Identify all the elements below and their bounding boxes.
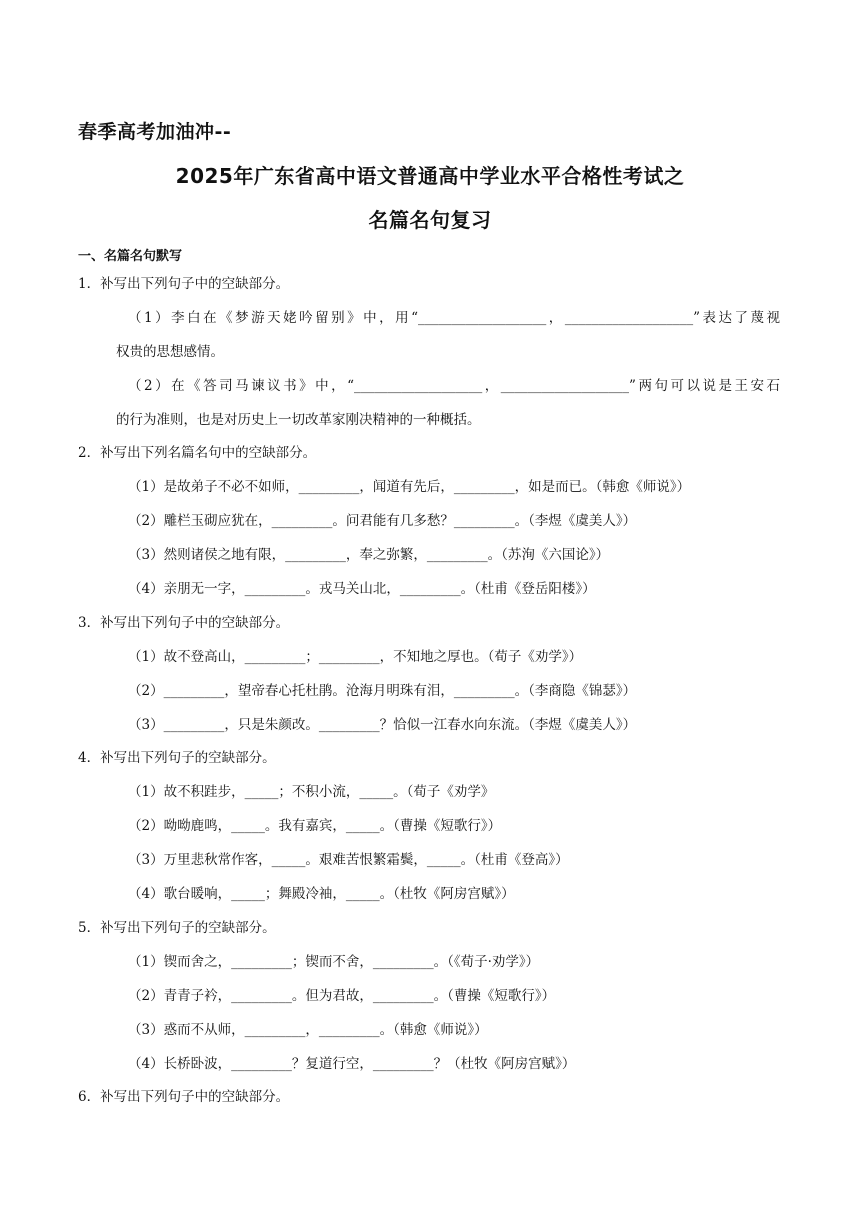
question-2-item-1: （1）是故弟子不必不如师，_________，闻道有先后，_________，如是而已。（韩愈《师说》） (128, 479, 691, 495)
question-2-item-3: （3）然则诸侯之地有限，_________，奉之弥繁，_________。（苏洵《六国论》） (128, 547, 610, 563)
question-4-item-2: （2）呦呦鹿鸣，_____。我有嘉宾，_____。（曹操《短歌行》） (128, 818, 502, 834)
section-heading: 一、名篇名句默写 (78, 249, 183, 264)
question-1-item-2: （2）在《答司马谏议书》中，“___________________，___________________”两句可以说是王安石 (128, 378, 780, 394)
question-5-item-2: （2）青青子衿，_________。但为君故，_________。（曹操《短歌行》） (128, 988, 556, 1004)
question-1-item-1: （1）李白在《梦游天姥吟留别》中，用“___________________，___________________”表达了蔑视 (128, 310, 780, 326)
question-5-item-4: （4）长桥卧波，_________？复道行空，_________？（杜牧《阿房宫赋》） (128, 1056, 576, 1072)
question-stem-5: 5．补写出下列句子的空缺部分。 (78, 920, 276, 936)
question-3-item-1: （1）故不登高山，_________；_________，不知地之厚也。（荀子《劝学》） (128, 649, 583, 665)
question-4-item-3: （3）万里悲秋常作客，_____。艰难苦恨繁霜鬓，_____。（杜甫《登高》） (128, 852, 569, 868)
question-stem-6: 6．补写出下列句子中的空缺部分。 (78, 1089, 290, 1105)
question-4-item-4: （4）歌台暖响，_____；舞殿冷袖，_____。（杜牧《阿房宫赋》） (128, 886, 515, 902)
document-title-line1: 2025年广东省高中语文普通高中学业水平合格性考试之 (175, 164, 685, 188)
question-4-item-1: （1）故不积跬步，_____；不积小流，_____。（荀子《劝学》 (128, 784, 495, 800)
question-2-item-2: （2）雕栏玉砌应犹在，_________。问君能有几多愁？_________。（李煜《虞美人》） (128, 513, 637, 529)
question-stem-3: 3．补写出下列句子中的空缺部分。 (78, 615, 290, 631)
question-1-item-1-cont: 权贵的思想感情。 (116, 344, 224, 360)
banner-heading: 春季高考加油冲-- (78, 121, 232, 143)
question-5-item-3: （3）惑而不从师，_________，_________。（韩愈《师说》） (128, 1022, 488, 1038)
question-1-item-2-cont: 的行为准则，也是对历史上一切改革家刚决精神的一种概括。 (116, 412, 481, 428)
question-stem-2: 2．补写出下列名篇名句中的空缺部分。 (78, 445, 317, 461)
question-3-item-3: （3）_________，只是朱颜改。_________？恰似一江春水向东流。（李煜《虞美人》） (128, 717, 637, 733)
question-3-item-2: （2）_________，望帝春心托杜鹃。沧海月明珠有泪，_________。（李商隐《锦瑟》） (128, 683, 637, 699)
question-stem-4: 4．补写出下列句子的空缺部分。 (78, 750, 276, 766)
question-2-item-4: （4）亲朋无一字，_________。戎马关山北，_________。（杜甫《登岳阳楼》） (128, 581, 596, 597)
question-stem-1: 1．补写出下列句子中的空缺部分。 (78, 276, 290, 292)
question-5-item-1: （1）锲而舍之，_________；锲而不舍，_________。（《荀子·劝学》） (128, 954, 540, 970)
document-title-line2: 名篇名句复习 (368, 208, 492, 232)
